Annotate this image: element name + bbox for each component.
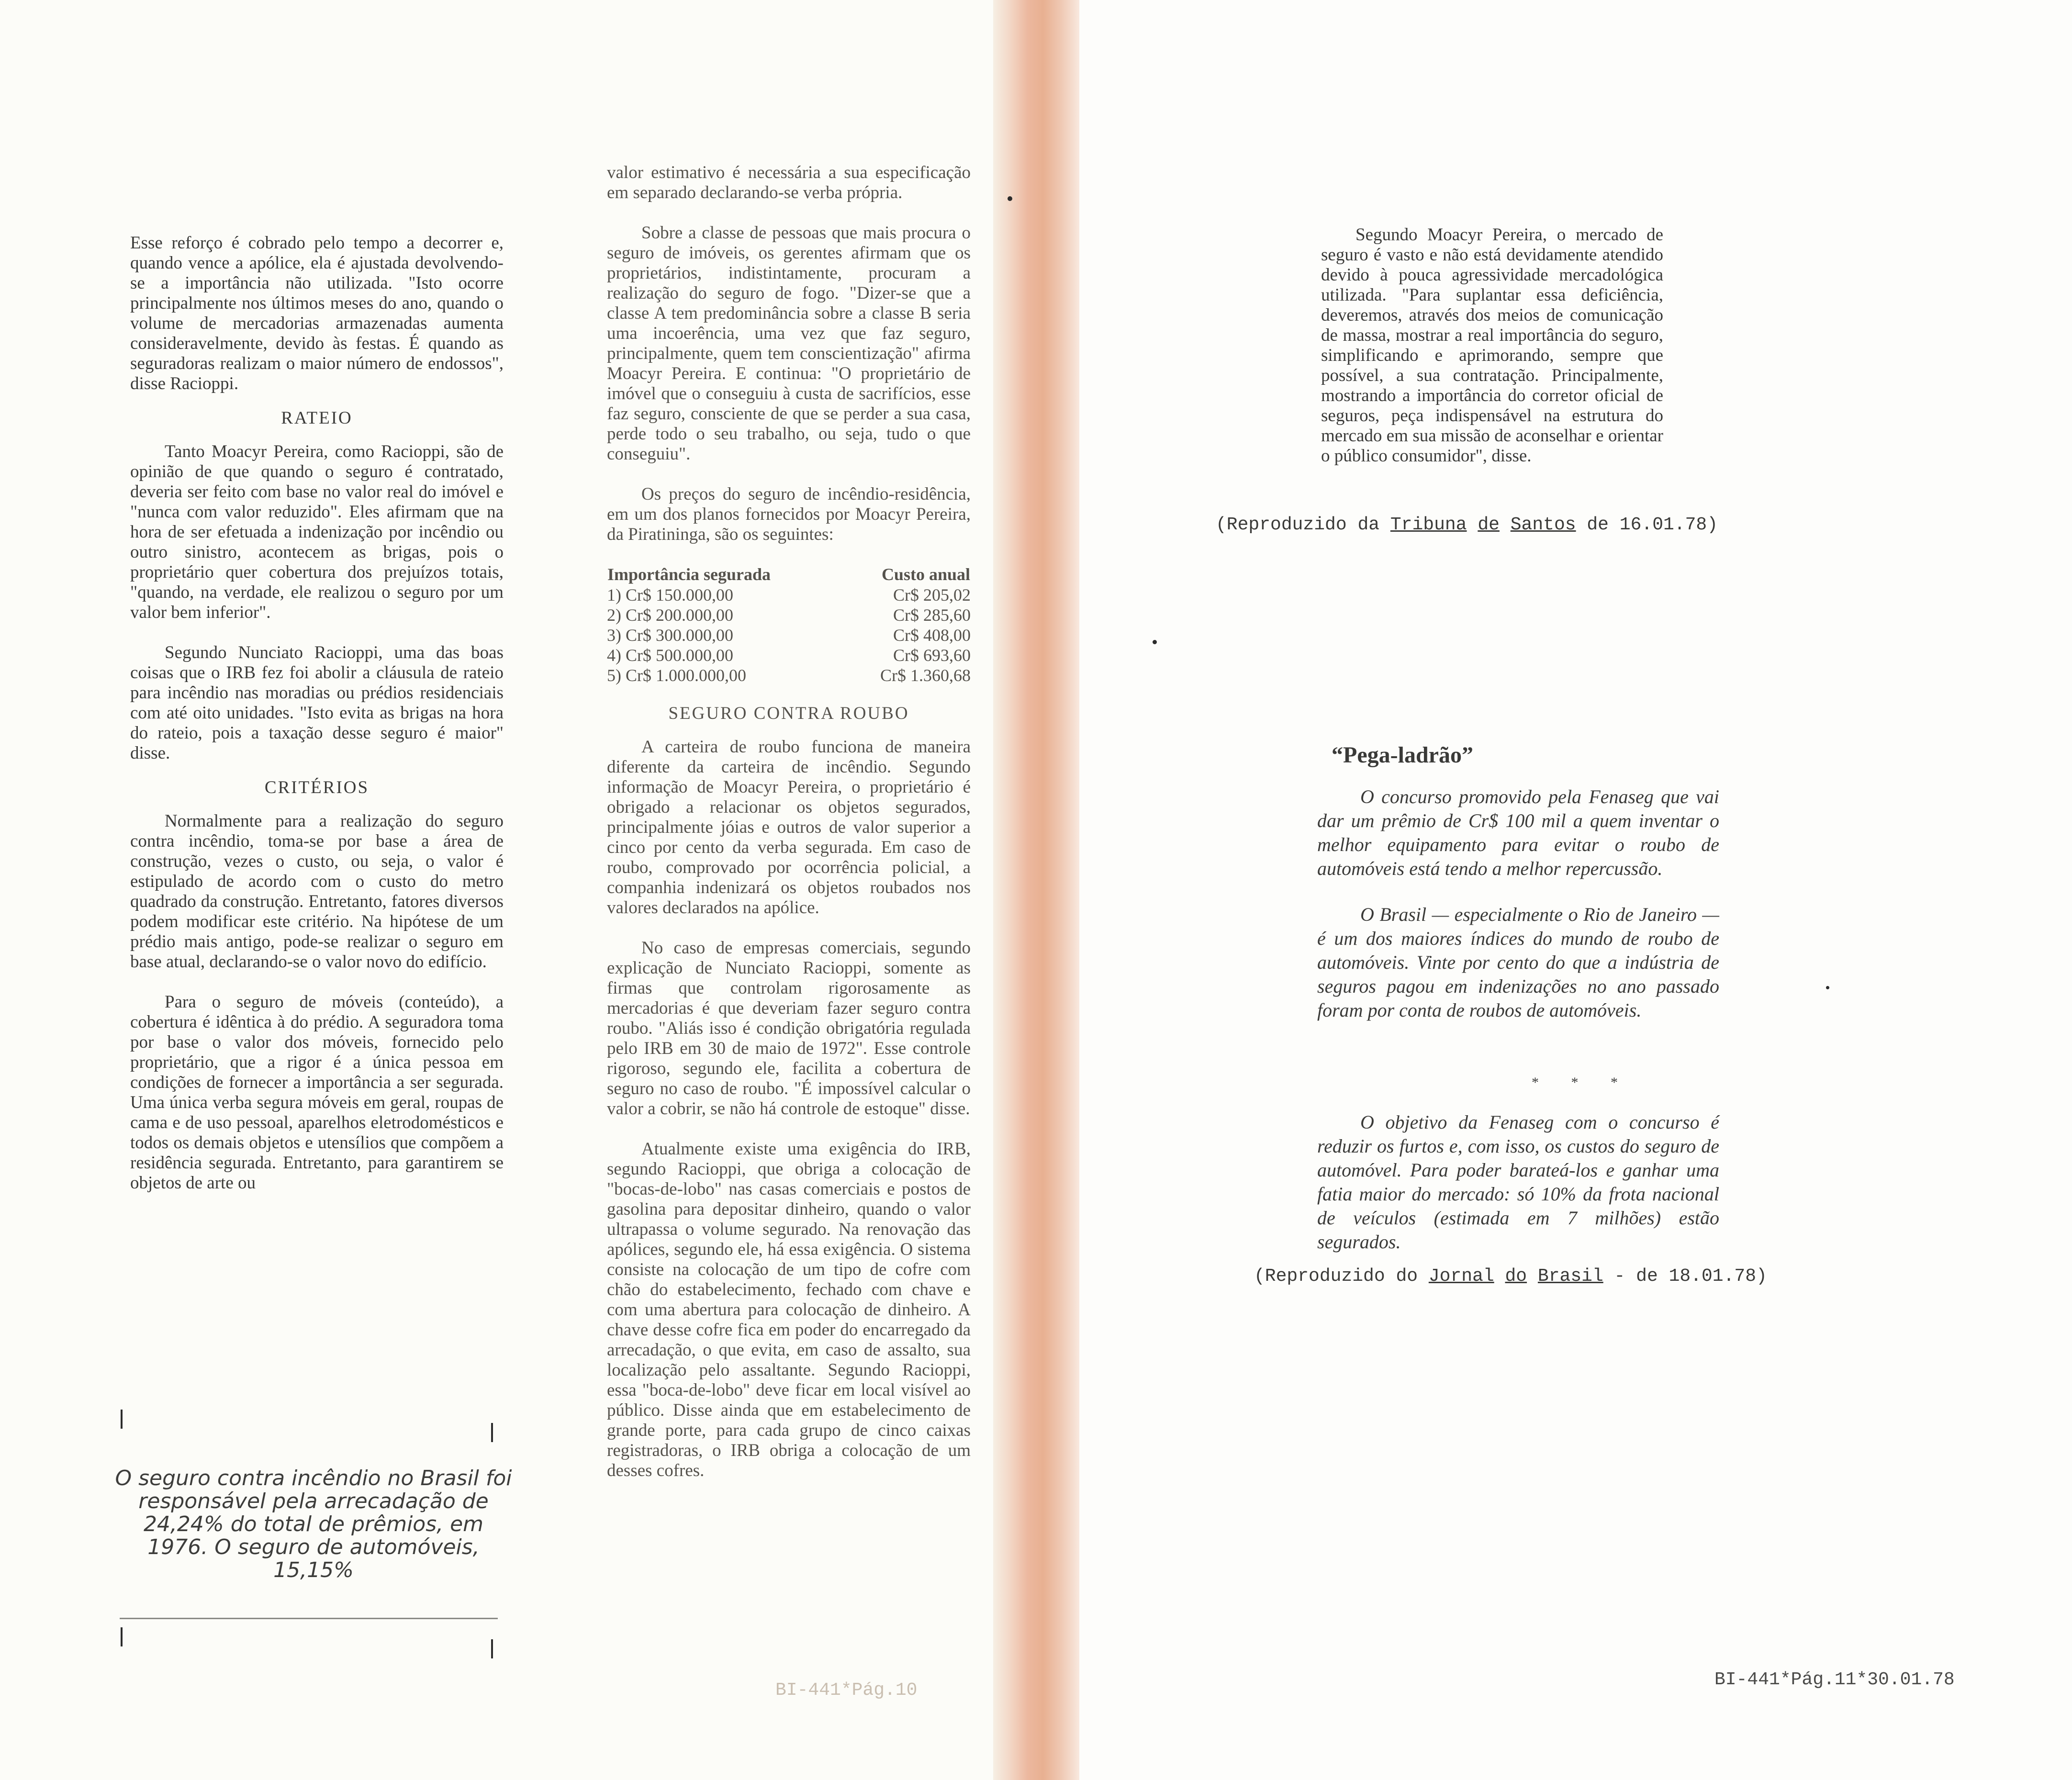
source-name-word: Tribuna <box>1390 515 1467 535</box>
amount-cell: 3) Cr$ 300.000,00 <box>607 626 733 645</box>
left-column-1 <box>130 233 504 1193</box>
section-heading-roubo: SEGURO CONTRA ROUBO <box>668 704 909 723</box>
amount-cell: 4) Cr$ 500.000,00 <box>607 646 733 665</box>
paragraph: Para o seguro de móveis (conteúdo), a cobertura é idêntica à do prédio. A seguradora toma por base o valor dos móveis, fornecido pelo proprietário, que a rigor é a única pessoa em condições de fornecer a importância a ser segurada. Uma única verba segura móveis em geral, roupas de cama e de uso pessoal, aparelhos eletrodomésticos e todos os demais objetos e utensílios que compõem a residência segurada. Entretanto, para garantirem se objetos de arte ou <box>130 992 504 1193</box>
scan-speck <box>1153 640 1157 644</box>
box-text-lower <box>1317 1110 1719 1254</box>
corner-mark <box>121 1627 123 1646</box>
source-date: de 16.01.78) <box>1576 515 1718 535</box>
paragraph: O objetivo da Fenaseg com o concurso é reduzir os furtos e, com isso, os custos do seguro de automóvel. Para poder barateá-los e ganhar uma fatia maior do mercado: só 10% da frota nacional de veículos (estimada em 7 milhões) estão segurados. <box>1317 1111 1719 1253</box>
corner-mark <box>491 1639 493 1658</box>
source-prefix: (Reproduzido da <box>1216 515 1390 535</box>
table-row <box>607 645 971 665</box>
box-title: “Pega-ladrão” <box>1332 742 1473 768</box>
source-name-word: do <box>1505 1266 1527 1287</box>
paragraph: Atualmente existe uma exigência do IRB, segundo Racioppi, que obriga a colocação de "bocas-de-lobo" nas casas comerciais e postos de gasolina para depositar dinheiro, quando o valor ultrapassa o volume segurado. Na renovação das apólices, segundo ele, há essa exigência. O sistema consiste na colocação de um tipo de cofre com chão do estabelecimento, fechado com chave e com uma abertura para colocação de dinheiro. A chave desse cofre fica em poder do encarregado da arrecadação, o que evita, em caso de assalto, sua localização pelo assaltante. Segundo Racioppi, essa "boca-de-lobo" deve ficar em local visível ao público. Disse ainda que em estabelecimento de grande porte, para cada grupo de cinco caixas registradoras, o IRB obriga a colocação de um desses cofres. <box>607 1139 971 1480</box>
corner-mark <box>491 1423 493 1442</box>
cost-cell: Cr$ 1.360,68 <box>880 666 971 685</box>
source-date: - de 18.01.78) <box>1603 1266 1767 1287</box>
paragraph: No caso de empresas comerciais, segundo explicação de Nunciato Racioppi, somente as firmas que controlam rigorosamente as mercadorias é que deveriam fazer seguro contra roubo. "Aliás isso é condição obrigatória regulada pelo IRB em 30 de maio de 1972". Esse controle rigoroso, segundo ele, facilita a cobertura de seguro no caso de roubo. "É impossível calcular o valor a cobrir, se não há controle de estoque" disse. <box>607 938 971 1119</box>
paragraph: Segundo Nunciato Racioppi, uma das boas coisas que o IRB fez foi abolir a cláusula de rateio para incêndio nas moradias ou prédios residenciais com até oito unidades. "Isto evita as brigas na hora do rateio, pois a taxação desse seguro é maior" disse. <box>130 643 504 763</box>
book-gutter <box>993 0 1084 1780</box>
source-prefix: (Reproduzido do <box>1254 1266 1429 1287</box>
table-row <box>607 665 971 685</box>
page-folio-right: BI-441*Pág.11*30.01.78 <box>1714 1669 1955 1690</box>
premium-table <box>607 564 971 685</box>
pull-quote-box <box>115 1410 512 1654</box>
paragraph: Normalmente para a realização do seguro contra incêndio, toma-se por base a área de construção, vezes o custo, ou seja, o valor é estipulado de acordo com o custo do metro quadrado da construção. Entretanto, fatores diversos podem modificar este critério. Na hipótese de um prédio mais antigo, pode-se realizar o seguro em base atual, declarando-se o valor novo do edifício. <box>130 811 504 972</box>
table-row <box>607 605 971 625</box>
source-credit-tribuna <box>1216 515 1718 535</box>
box-text-upper <box>1317 785 1719 1022</box>
paragraph: Os preços do seguro de incêndio-residência, em um dos planos fornecidos por Moacyr Pereira, da Piratininga, são os seguintes: <box>607 484 971 544</box>
section-separator: * * * <box>1532 1075 1632 1090</box>
paragraph: Esse reforço é cobrado pelo tempo a decorrer e, quando vence a apólice, ela é ajustada devolvendo-se a importância não utilizada. "Isto ocorre principalmente nos últimos meses do ano, quando o volume de mercadorias armazenadas aumenta consideravelmente, devido às festas. É quando as seguradoras realizam o maior número de endossos", disse Racioppi. <box>130 233 504 393</box>
table-row <box>607 625 971 645</box>
source-credit-jornal <box>1254 1266 1767 1287</box>
amount-cell: 2) Cr$ 200.000,00 <box>607 605 733 625</box>
paragraph: A carteira de roubo funciona de maneira diferente da carteira de incêndio. Segundo informação de Moacyr Pereira, o proprietário é obrigado a relacionar os objetos segurados, principalmente jóias e outros de valor superior a cinco por cento da verba segurada. Em caso de roubo, comprovado por ocorrência policial, a companhia indenizará os objetos roubados nos valores declarados na apólice. <box>607 737 971 918</box>
cost-cell: Cr$ 285,60 <box>893 605 971 625</box>
source-name-word: de <box>1478 515 1500 535</box>
paragraph: Segundo Moacyr Pereira, o mercado de seguro é vasto e não está devidamente atendido devido à pouca agressividade mercadológica utilizada. "Para suplantar essa deficiência, deveremos, através dos meios de comunicação de massa, mostrar a real importância do seguro, simplificando e aprimorando, sempre que possível, a sua contratação. Principalmente, mostrando a importância do corretor oficial de seguros, peça indispensável na estrutura do mercado em sua missão de aconselhar e orientar o público consumidor", disse. <box>1321 225 1663 466</box>
right-column <box>1321 225 1663 466</box>
paragraph: Tanto Moacyr Pereira, como Racioppi, são de opinião de que quando o seguro é contratado, deveria ser feito com base no valor real do imóvel e "nunca com valor reduzido". Eles afirmam que na hora de ser efetuada a indenização por incêndio ou outro sinistro, acontecem as brigas, pois o proprietário quer cobertura dos prejuízos totais, "quando, na verdade, ele realizou o seguro por um valor bem inferior". <box>130 442 504 622</box>
column-header-amount: Importância segurada <box>607 565 771 584</box>
corner-mark <box>121 1410 123 1429</box>
source-name-word: Santos <box>1510 515 1576 535</box>
amount-cell: 1) Cr$ 150.000,00 <box>607 585 733 605</box>
left-column-2 <box>607 163 971 1481</box>
divider <box>120 1618 498 1619</box>
page-folio-left: BI-441*Pág.10 <box>775 1680 918 1701</box>
paragraph: Sobre a classe de pessoas que mais procura o seguro de imóveis, os gerentes afirmam que os proprietários, indistintamente, procuram a realização do seguro de fogo. "Dizer-se que a classe A tem predominância sobre a classe B seria uma incoerência, uma vez que faz seguro, principalmente, quem tem conscientização" afirma Moacyr Pereira. E continua: "O proprietário de imóvel que o conseguiu à custa de sacrifícios, esse faz seguro, consciente de que se perder a sua casa, perde todo o seu trabalho, ou seja, tudo o que conseguiu". <box>607 223 971 464</box>
paragraph: O concurso promovido pela Fenaseg que vai dar um prêmio de Cr$ 100 mil a quem inventar o melhor equipamento para evitar o roubo de automóveis está tendo a melhor repercussão. <box>1317 786 1719 879</box>
paragraph: valor estimativo é necessária a sua especificação em separado declarando-se verba própria. <box>607 163 971 202</box>
source-name-word: Jornal <box>1428 1266 1494 1287</box>
pull-quote-text: O seguro contra incêndio no Brasil foi responsável pela arrecadação de 24,24% do total de prêmios, em 1976. O seguro de automóveis, 15,15% <box>115 1466 512 1582</box>
source-name-word: Brasil <box>1537 1266 1603 1287</box>
scan-speck <box>1008 196 1012 201</box>
section-heading-rateio: RATEIO <box>281 408 353 428</box>
section-heading-criterios: CRITÉRIOS <box>264 778 370 797</box>
table-header-row <box>607 564 971 585</box>
table-row <box>607 585 971 605</box>
cost-cell: Cr$ 408,00 <box>893 626 971 645</box>
column-header-cost: Custo anual <box>881 565 970 584</box>
amount-cell: 5) Cr$ 1.000.000,00 <box>607 666 746 685</box>
cost-cell: Cr$ 693,60 <box>893 646 971 665</box>
paragraph: O Brasil — especialmente o Rio de Janeiro — é um dos maiores índices do mundo de roubo de automóveis. Vinte por cento do que a indústria de seguros pagou em indenizações no ano passado foram por conta de roubos de automóveis. <box>1317 904 1719 1021</box>
cost-cell: Cr$ 205,02 <box>893 585 971 605</box>
scan-speck <box>1826 986 1829 989</box>
